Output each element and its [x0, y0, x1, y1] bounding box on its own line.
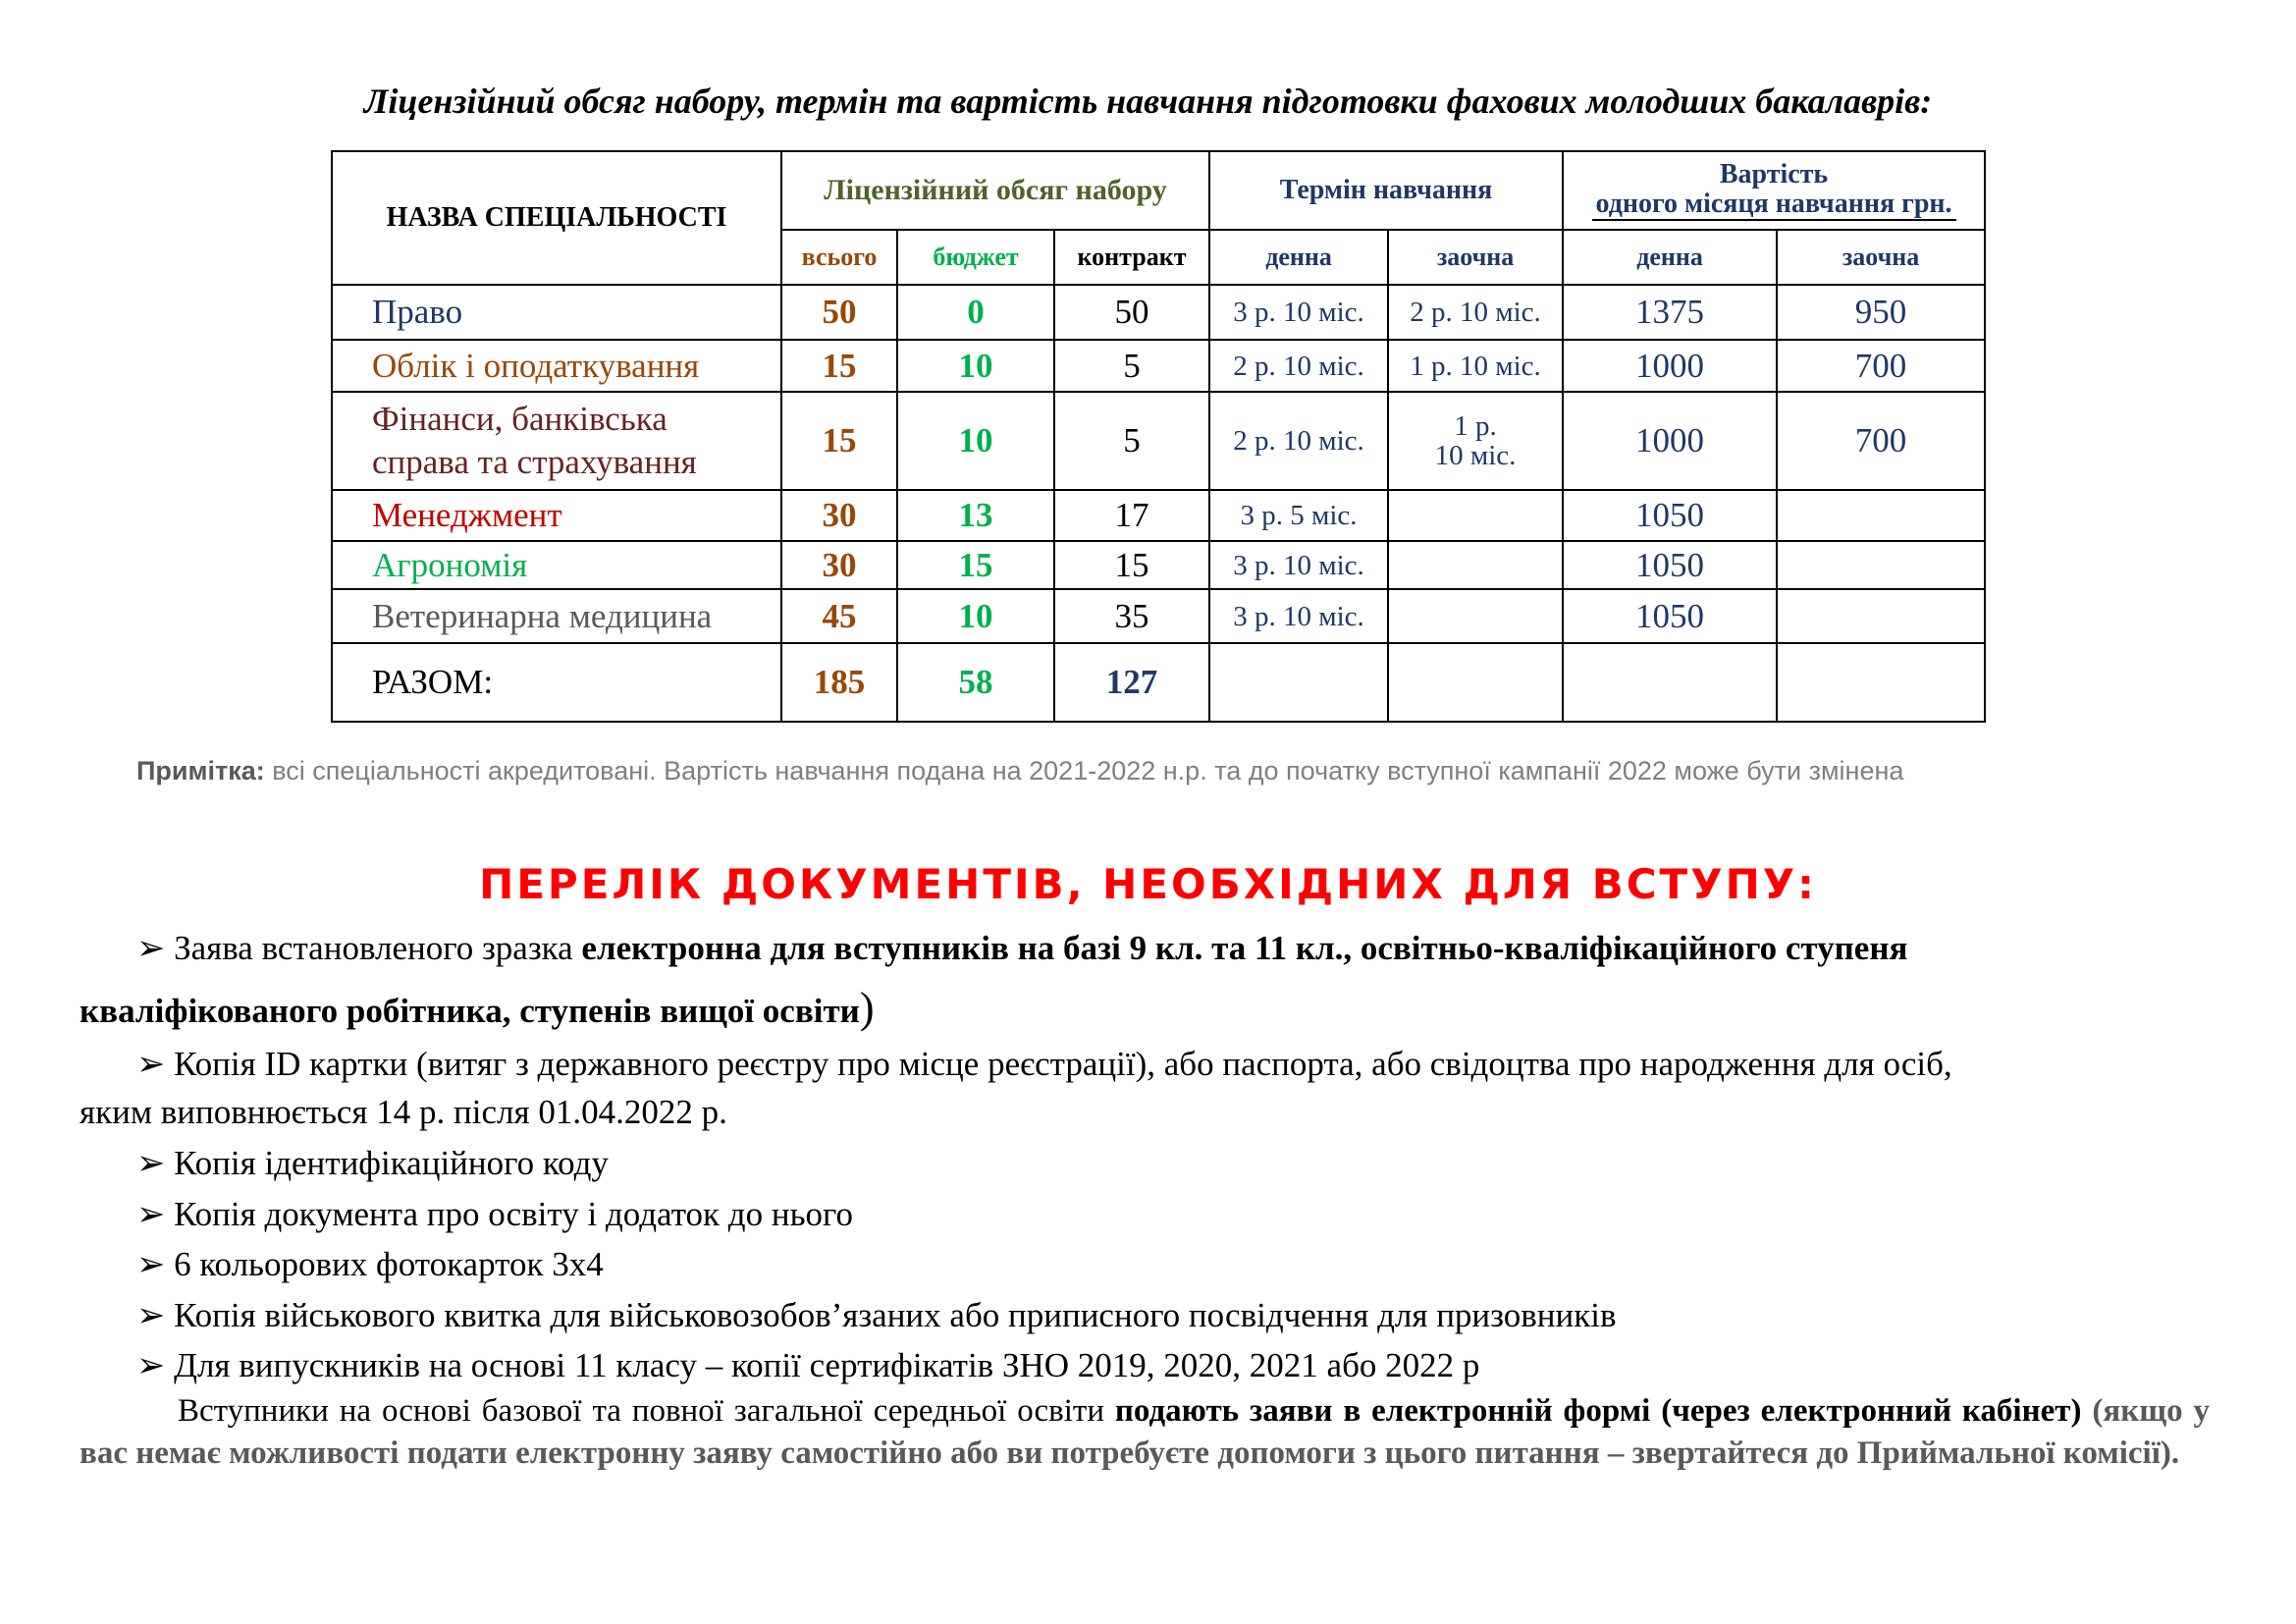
- doc-item-6-text: Копія військового квитка для військовозобов’язаних або приписного посвідчення для призовників: [165, 1296, 1617, 1334]
- row-name: Право: [332, 285, 781, 340]
- doc-item-5: [136, 1245, 604, 1284]
- doc-item-3-text: Копія ідентифікаційного коду: [165, 1144, 609, 1182]
- row-budget: 10: [897, 589, 1054, 643]
- bullet-arrow-icon: ➢: [136, 1296, 166, 1334]
- row-budget: 0: [897, 285, 1054, 340]
- bullet-arrow-icon: ➢: [136, 1346, 166, 1384]
- total-empty-cell: [1563, 643, 1777, 722]
- row-term-day: 2 р. 10 міс.: [1209, 340, 1388, 392]
- final-paragraph: [80, 1390, 2210, 1475]
- table-row: [332, 340, 1985, 392]
- doc-item-7-text: Для випускників на основі 11 класу – копії сертифікатів ЗНО 2019, 2020, 2021 або 2022 р: [165, 1346, 1480, 1384]
- bullet-arrow-icon: ➢: [136, 929, 166, 967]
- sub-contract: контракт: [1054, 230, 1209, 285]
- doc-item-1-cont: [80, 983, 874, 1037]
- doc-item-3: [136, 1144, 609, 1183]
- doc-item-5-text: 6 кольорових фотокарток 3х4: [165, 1245, 604, 1283]
- row-contract: 5: [1054, 392, 1209, 490]
- note-text: всі спеціальності акредитовані. Вартість навчання подана на 2021-2022 н.р. та до початку вступної кампанії 2022 може бути змінена: [264, 756, 1904, 785]
- row-name: Менеджмент: [332, 490, 781, 541]
- page-title: Ліцензійний обсяг набору, термін та вартість навчання підготовки фахових молодших бакалаврів:: [363, 81, 1933, 121]
- header-license-group: Ліцензійний обсяг набору: [781, 151, 1209, 230]
- header-cost-line2: одного місяця навчання грн.: [1592, 189, 1956, 221]
- doc-item-1-bold: електронна для вступників на базі 9 кл. та 11 кл., освітньо-кваліфікаційного ступеня: [581, 929, 1908, 967]
- header-name: НАЗВА СПЕЦІАЛЬНОСТІ: [332, 151, 781, 285]
- sub-term-day: денна: [1209, 230, 1388, 285]
- row-total: 15: [781, 392, 897, 490]
- row-term-extramural: [1388, 541, 1563, 589]
- table-total-row: [332, 643, 1985, 722]
- fees-table: [331, 150, 1986, 723]
- row-term-extramural: 2 р. 10 міс.: [1388, 285, 1563, 340]
- table-row: [332, 589, 1985, 643]
- row-cost-extramural: 950: [1777, 285, 1985, 340]
- sub-term-extramural: заочна: [1388, 230, 1563, 285]
- row-contract: 17: [1054, 490, 1209, 541]
- row-budget: 10: [897, 340, 1054, 392]
- table-row: [332, 392, 1985, 490]
- doc-item-4: [136, 1195, 853, 1234]
- row-name-line2: справа та страхування: [372, 443, 697, 481]
- row-contract: 50: [1054, 285, 1209, 340]
- total-empty-cell: [1209, 643, 1388, 722]
- final-bold: подають заяви в електронній формі (через електронний кабінет): [1114, 1393, 2082, 1429]
- final-grey: (якщо у вас немає можливості подати електронну заяву самостійно або ви потребуєте допомоги з цього питання – звертайтеся до Приймальної комісії).: [80, 1393, 2211, 1471]
- total-empty-cell: [1777, 643, 1985, 722]
- row-cost-extramural: 700: [1777, 392, 1985, 490]
- row-total: 50: [781, 285, 897, 340]
- row-term-day: 3 р. 10 міс.: [1209, 589, 1388, 643]
- row-term-extramural: [1388, 490, 1563, 541]
- row-cost-day: 1050: [1563, 589, 1777, 643]
- row-term-extramural: [1388, 392, 1563, 490]
- total-budget: 58: [897, 643, 1054, 722]
- doc-item-2: [136, 1039, 1952, 1090]
- doc-item-1-bold-line2: кваліфікованого робітника, ступенів вищої освіти: [80, 992, 860, 1030]
- row-cost-extramural: 700: [1777, 340, 1985, 392]
- doc-item-2-cont: яким виповнюється 14 р. після 01.04.2022 р.: [80, 1093, 727, 1131]
- doc-item-7: [136, 1346, 1479, 1385]
- header-cost-group: [1563, 151, 1985, 230]
- total-contract: 127: [1054, 643, 1209, 722]
- doc-item-1-paren: ): [859, 984, 875, 1032]
- row-name-line1: Фінанси, банківська: [372, 400, 667, 438]
- total-label: РАЗОМ:: [332, 643, 781, 722]
- row-term-day: 3 р. 10 міс.: [1209, 285, 1388, 340]
- documents-title: ПЕРЕЛІК ДОКУМЕНТІВ, НЕОБХІДНИХ ДЛЯ ВСТУПУ:: [479, 860, 1817, 908]
- table-header-row: [332, 151, 1985, 230]
- row-contract: 35: [1054, 589, 1209, 643]
- row-name: Облік і оподаткування: [332, 340, 781, 392]
- row-term-day: 3 р. 5 міс.: [1209, 490, 1388, 541]
- row-total: 30: [781, 541, 897, 589]
- doc-item-1-plain: Заява встановленого зразка: [165, 929, 582, 967]
- sub-cost-day: денна: [1563, 230, 1777, 285]
- header-cost-line1: Вартість: [1719, 159, 1829, 189]
- row-budget: 13: [897, 490, 1054, 541]
- bullet-arrow-icon: ➢: [136, 1245, 166, 1283]
- row-total: 45: [781, 589, 897, 643]
- header-term-group: Термін навчання: [1209, 151, 1563, 230]
- row-term-extramural: [1388, 589, 1563, 643]
- doc-item-1: [136, 923, 1907, 974]
- doc-item-4-text: Копія документа про освіту і додаток до нього: [165, 1195, 854, 1233]
- row-term-extramural: 1 р. 10 міс.: [1388, 340, 1563, 392]
- row-name: [332, 392, 781, 490]
- row-contract: 5: [1054, 340, 1209, 392]
- table-row: [332, 490, 1985, 541]
- row-cost-extramural: [1777, 589, 1985, 643]
- row-name: Ветеринарна медицина: [332, 589, 781, 643]
- note-label: Примітка:: [136, 756, 265, 785]
- row-term-extramural-line2: 10 міс.: [1434, 440, 1517, 471]
- total-empty-cell: [1388, 643, 1563, 722]
- row-cost-day: 1000: [1563, 392, 1777, 490]
- row-cost-day: 1050: [1563, 490, 1777, 541]
- note: [136, 756, 1903, 786]
- sub-total: всього: [781, 230, 897, 285]
- row-term-day: 3 р. 10 міс.: [1209, 541, 1388, 589]
- row-cost-day: 1375: [1563, 285, 1777, 340]
- table-row: [332, 541, 1985, 589]
- row-total: 15: [781, 340, 897, 392]
- total-all: 185: [781, 643, 897, 722]
- table-row: [332, 285, 1985, 340]
- bullet-arrow-icon: ➢: [136, 1195, 166, 1233]
- sub-cost-extramural: заочна: [1777, 230, 1985, 285]
- row-cost-extramural: [1777, 541, 1985, 589]
- bullet-arrow-icon: ➢: [136, 1144, 166, 1182]
- row-term-extramural-line1: 1 р.: [1454, 410, 1497, 442]
- bullet-arrow-icon: ➢: [136, 1045, 166, 1083]
- row-budget: 10: [897, 392, 1054, 490]
- doc-item-6: [136, 1296, 1617, 1335]
- row-cost-day: 1000: [1563, 340, 1777, 392]
- sub-budget: бюджет: [897, 230, 1054, 285]
- row-contract: 15: [1054, 541, 1209, 589]
- row-total: 30: [781, 490, 897, 541]
- row-cost-day: 1050: [1563, 541, 1777, 589]
- row-term-day: 2 р. 10 міс.: [1209, 392, 1388, 490]
- row-name: Агрономія: [332, 541, 781, 589]
- doc-item-2-line1: Копія ID картки (витяг з державного реєстру про місце реєстрації), або паспорта, або свідоцтва про народження для осіб,: [165, 1045, 1952, 1083]
- row-cost-extramural: [1777, 490, 1985, 541]
- final-plain: Вступники на основі базової та повної загальної середньої освіти: [178, 1393, 1115, 1429]
- row-budget: 15: [897, 541, 1054, 589]
